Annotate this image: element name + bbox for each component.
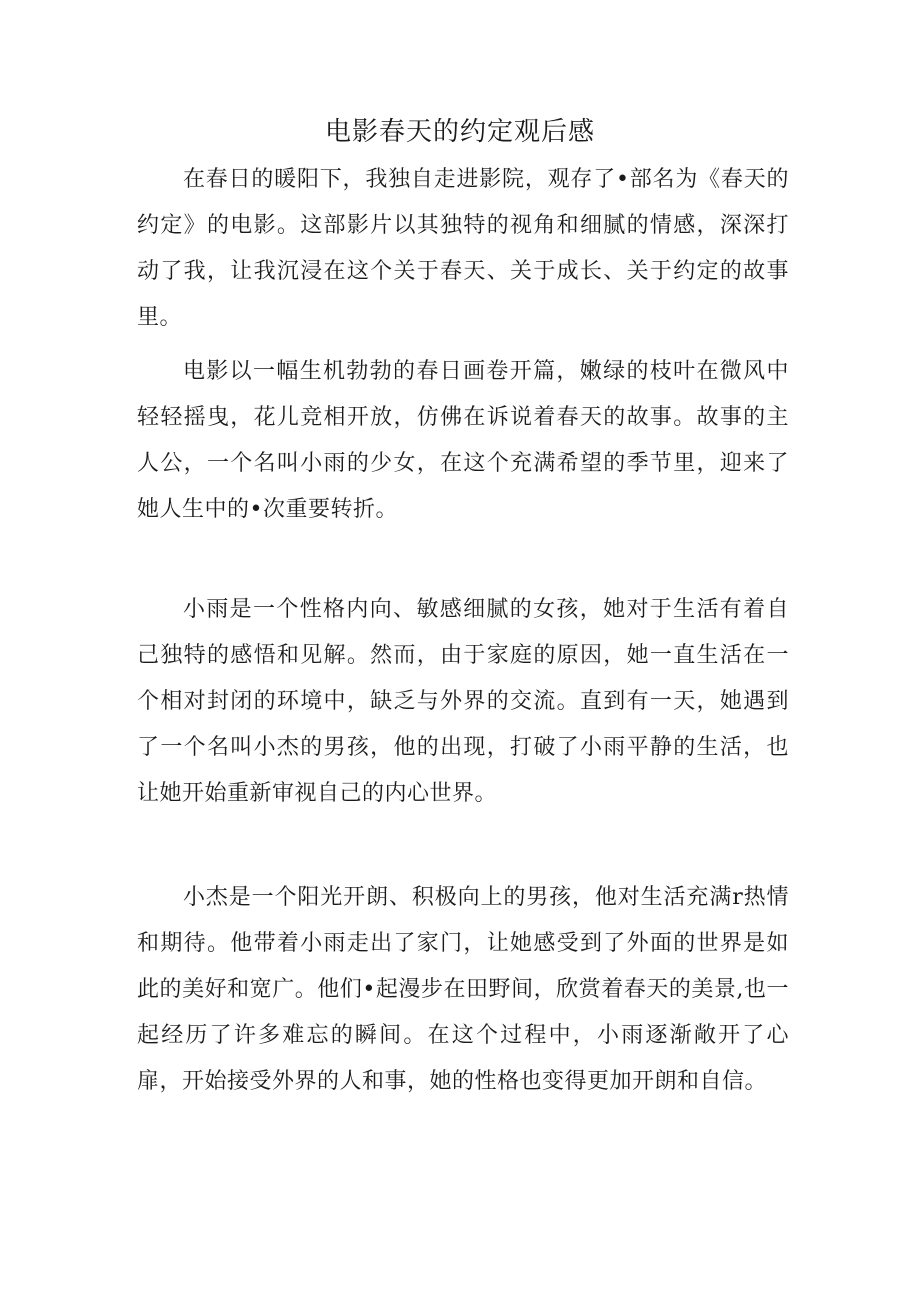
paragraph-1: 在春日的暖阳下，我独自走进影院，观存了•部名为《春天的约定》的电影。这部影片以其独特的视角和细腻的情感，深深打动了我，让我沉浸在这个关于春天、关于成长、关于约定的故事里。 [137, 167, 789, 330]
paragraph-3: 小雨是一个性格内向、敏感细腻的女孩，她对于生活有着自己独特的感悟和见解。然而，由于家庭的原因，她一直生活在一个相对封闭的环境中，缺乏与外界的交流。直到有一天，她遇到了一个名叫小杰的男孩，他的出现，打破了小雨平静的生活，也让她开始重新审视自己的内心世界。 [137, 597, 789, 806]
paragraph-4: 小杰是一个阳光开朗、积极向上的男孩，他对生活充满r热情和期待。他带着小雨走出了家门，让她感受到了外面的世界是如此的美好和宽广。他们•起漫步在田野间，欣赏着春天的美景,也一起经历了许多难忘的瞬间。在这个过程中，小雨逐渐敞开了心扉，开始接受外界的人和事，她的性格也变得更加开朗和自信。 [137, 885, 789, 1094]
document-title: 电影春天的约定观后感 [324, 117, 595, 147]
paragraph-2: 电影以一幅生机勃勃的春日画卷开篇，嫩绿的枝叶在微风中轻轻摇曳，花儿竞相开放，仿佛在诉说着春天的故事。故事的主人公，一个名叫小雨的少女，在这个充满希望的季节里，迎来了她人生中的•次重要转折。 [137, 359, 789, 522]
